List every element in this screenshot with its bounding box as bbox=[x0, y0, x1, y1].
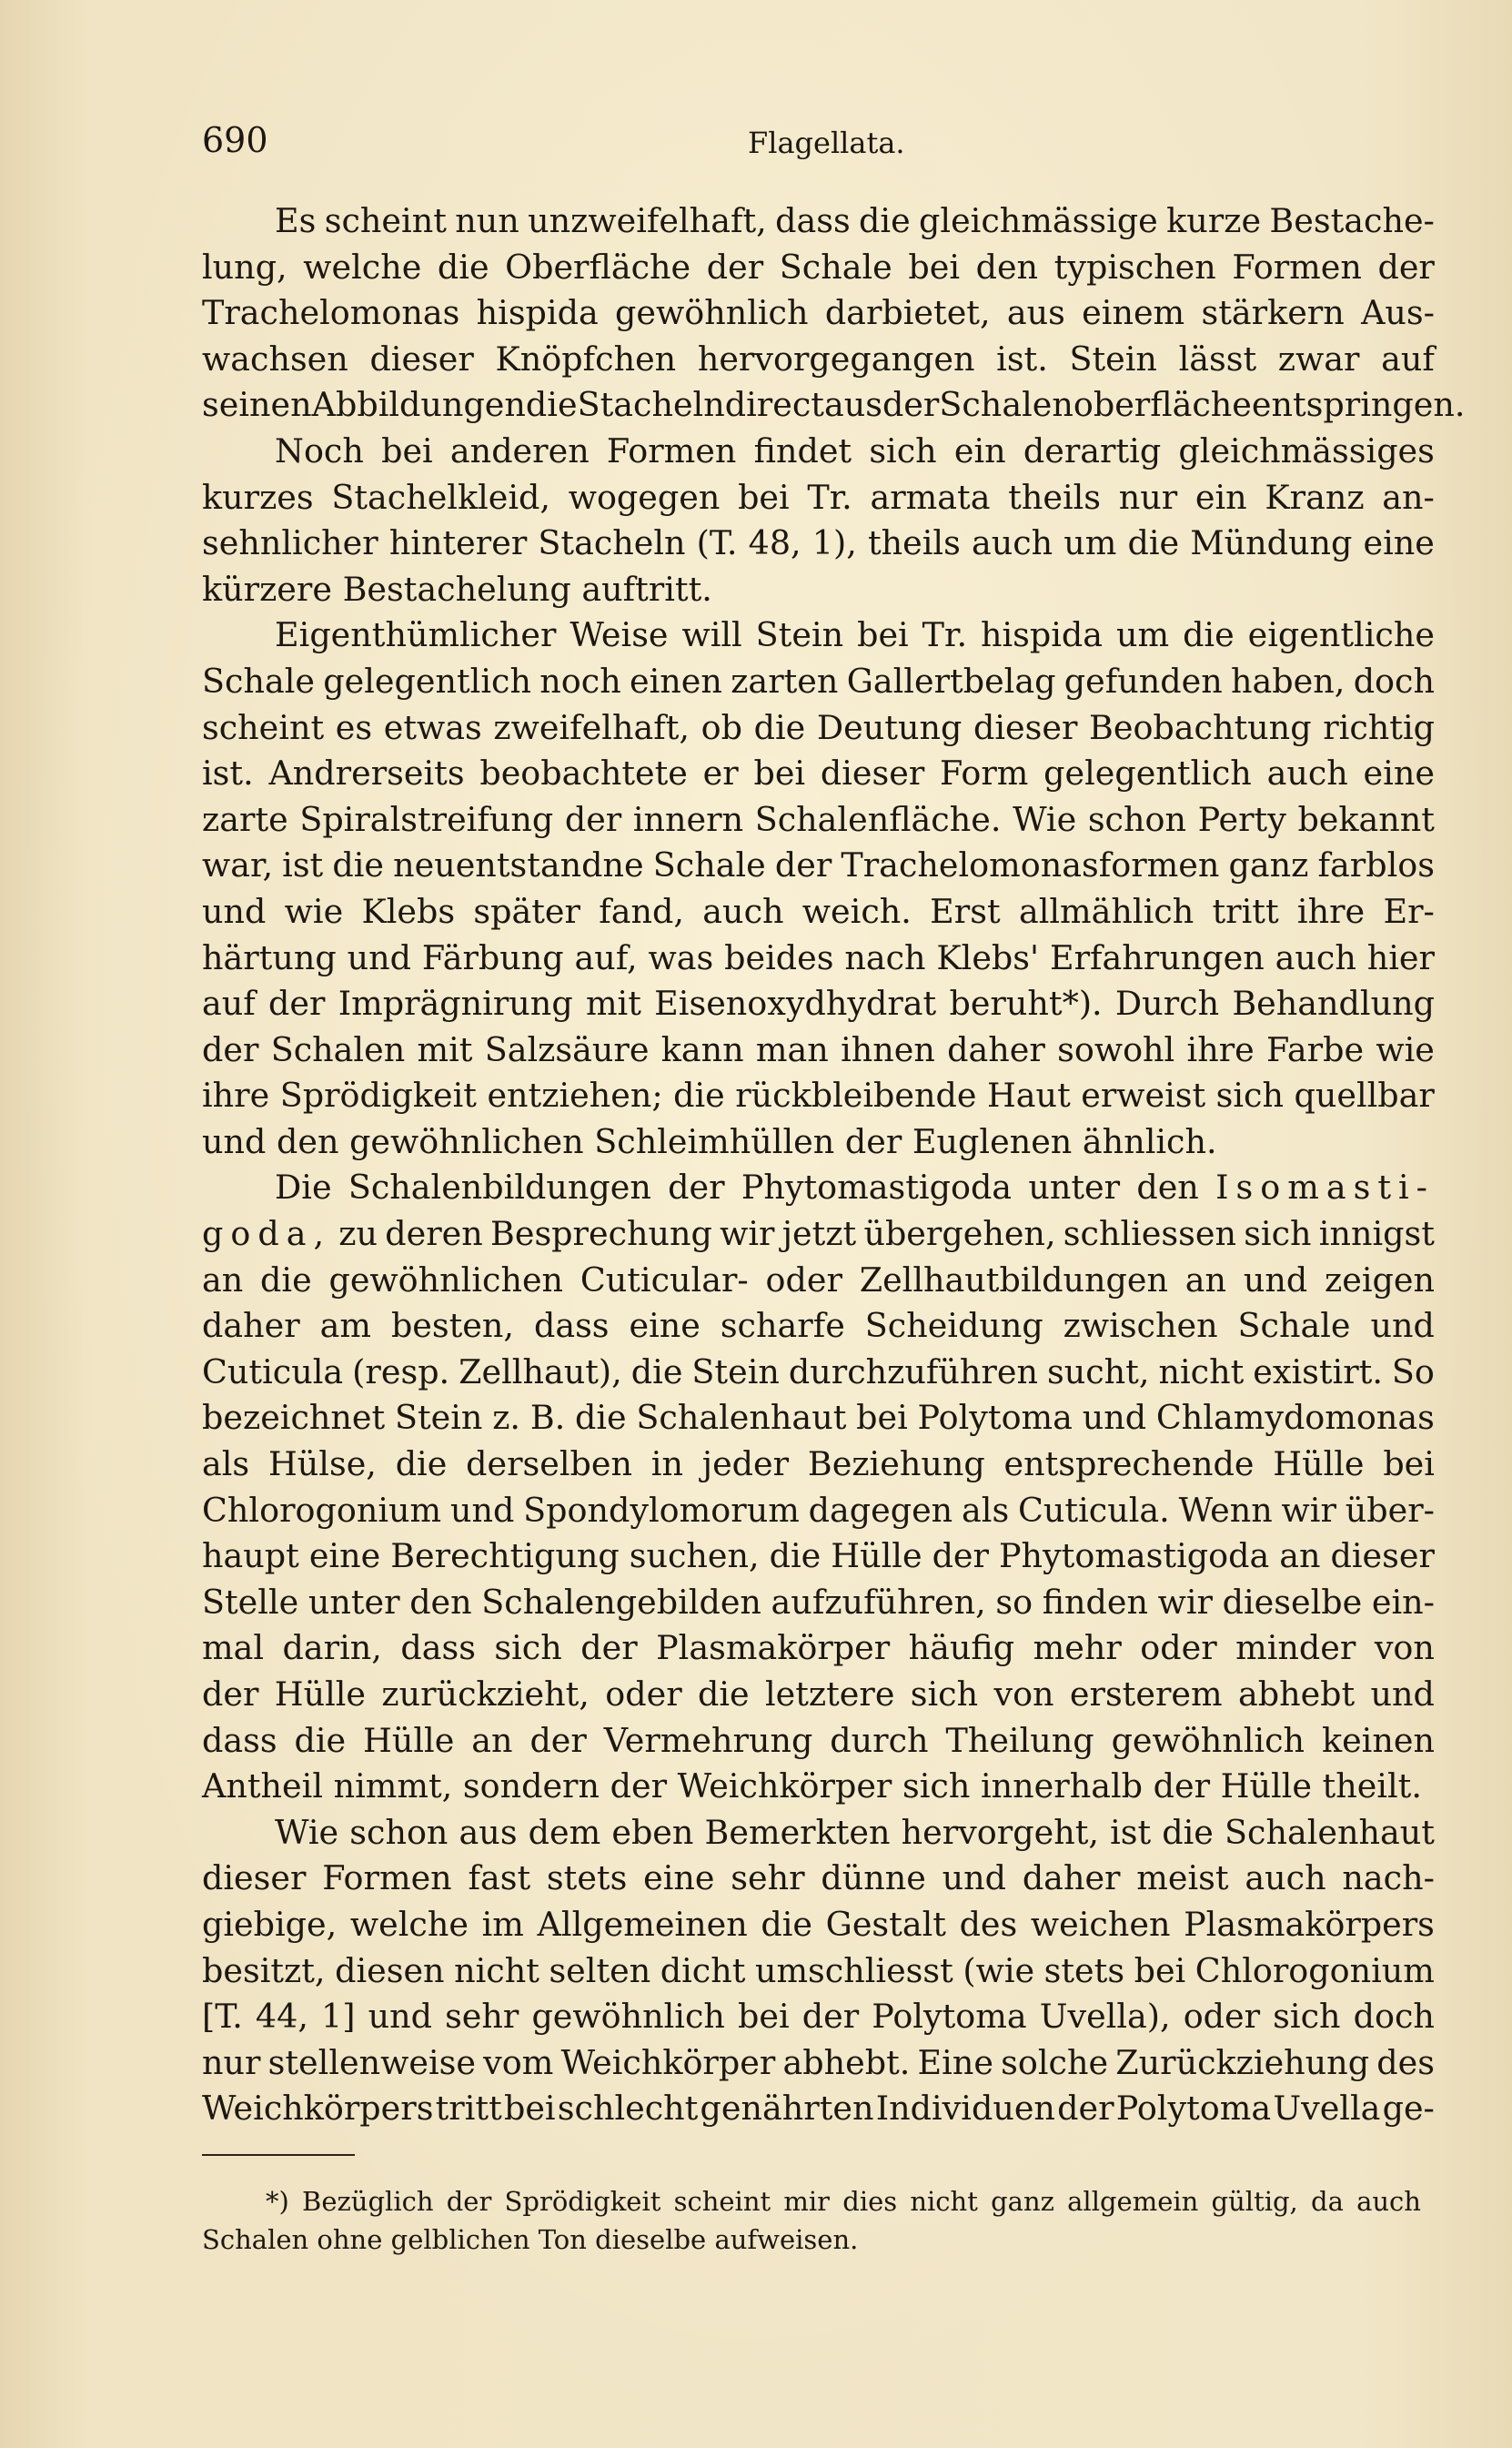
text-line: Weichkörpers tritt bei schlecht genährten Individuen der Polytoma Uvella ge- bbox=[202, 2089, 1435, 2129]
text-line: ist. Andrerseits beobachtete er bei dieser Form gelegentlich auch eine bbox=[202, 754, 1435, 794]
text-line: zarte Spiralstreifung der innern Schalenfläche. Wie schon Perty bekannt bbox=[202, 799, 1435, 839]
text-line: mal darin, dass sich der Plasmakörper häufig mehr oder minder von bbox=[202, 1628, 1435, 1668]
text-line: und wie Klebs später fand, auch weich. Erst allmählich tritt ihre Er- bbox=[202, 891, 1435, 931]
text-line: giebige, welche im Allgemeinen die Gestalt des weichen Plasmakörpers bbox=[202, 1904, 1435, 1944]
text-line: Die Schalenbildungen der Phytomastigoda unter den Isomasti- bbox=[275, 1168, 1435, 1208]
text-line: scheint es etwas zweifelhaft, ob die Deutung dieser Beobachtung richtig bbox=[202, 707, 1435, 747]
page-header bbox=[202, 120, 1421, 167]
text-line: Trachelomonas hispida gewöhnlich darbietet, aus einem stärkern Aus- bbox=[202, 293, 1435, 333]
text-line: Es scheint nun unzweifelhaft, dass die gleichmässige kurze Bestache- bbox=[275, 201, 1435, 240]
text-line: der Schalen mit Salzsäure kann man ihnen daher sowohl ihre Farbe wie bbox=[202, 1029, 1435, 1069]
text-line: Stelle unter den Schalengebilden aufzuführen, so finden wir dieselbe ein- bbox=[202, 1582, 1435, 1622]
text-line: dieser Formen fast stets eine sehr dünne und daher meist auch nach- bbox=[202, 1858, 1435, 1898]
text-line: dass die Hülle an der Vermehrung durch Theilung gewöhnlich keinen bbox=[202, 1720, 1435, 1760]
text-line: daher am besten, dass eine scharfe Scheidung zwischen Schale und bbox=[202, 1306, 1435, 1346]
text-line: als Hülse, die derselben in jeder Beziehung entsprechende Hülle bei bbox=[202, 1444, 1435, 1484]
footnote-divider bbox=[202, 2154, 355, 2156]
text-line: auf der Imprägnirung mit Eisenoxydhydrat beruht*). Durch Behandlung bbox=[202, 984, 1435, 1024]
text-line: Antheil nimmt, sondern der Weichkörper sich innerhalb der Hülle theilt. bbox=[202, 1766, 1422, 1806]
footnote bbox=[202, 2182, 1421, 2259]
text-line: lung, welche die Oberfläche der Schale bei den typischen Formen der bbox=[202, 247, 1435, 287]
text-line: goda, zu deren Besprechung wir jetzt übergehen, schliessen sich innigst bbox=[202, 1214, 1435, 1254]
footnote-line: Schalen ohne gelblichen Ton dieselbe aufweisen. bbox=[202, 2224, 859, 2255]
text-line: der Hülle zurückzieht, oder die letztere sich von ersterem abhebt und bbox=[202, 1674, 1435, 1714]
text-line: wachsen dieser Knöpfchen hervorgegangen ist. Stein lässt zwar auf bbox=[202, 339, 1435, 379]
text-line: Eigenthümlicher Weise will Stein bei Tr. hispida um die eigentliche bbox=[275, 615, 1435, 655]
text-line: seinen Abbildungen die Stacheln direct aus der Schalenoberfläche entspringen. bbox=[202, 385, 1466, 425]
text-line: härtung und Färbung auf, was beides nach Klebs' Erfahrungen auch hier bbox=[202, 937, 1435, 977]
text-line: Schale gelegentlich noch einen zarten Gallertbelag gefunden haben, doch bbox=[202, 661, 1435, 701]
text-line: kurzes Stachelkleid, wogegen bei Tr. armata theils nur ein Kranz an- bbox=[202, 477, 1435, 517]
page-number: 690 bbox=[202, 120, 268, 160]
text-line: haupt eine Berechtigung suchen, die Hülle der Phytomastigoda an dieser bbox=[202, 1536, 1435, 1576]
text-line: an die gewöhnlichen Cuticular- oder Zellhautbildungen an und zeigen bbox=[202, 1259, 1435, 1300]
text-line: sehnlicher hinterer Stacheln (T. 48, 1), theils auch um die Mündung eine bbox=[202, 523, 1435, 563]
text-line: nur stellenweise vom Weichkörper abhebt. Eine solche Zurückziehung des bbox=[202, 2042, 1435, 2082]
footnote-line: *) Bezüglich der Sprödigkeit scheint mir dies nicht ganz allgemein gültig, da auch bbox=[266, 2186, 1421, 2217]
text-line: [T. 44, 1] und sehr gewöhnlich bei der Polytoma Uvella), oder sich doch bbox=[202, 1997, 1435, 2037]
text-line: und den gewöhnlichen Schleimhüllen der Euglenen ähnlich. bbox=[202, 1121, 1217, 1161]
text-line: ihre Sprödigkeit entziehen; die rückbleibende Haut erweist sich quellbar bbox=[202, 1076, 1435, 1116]
running-title: Flagellata. bbox=[748, 126, 905, 160]
text-line: Wie schon aus dem eben Bemerkten hervorgeht, ist die Schalenhaut bbox=[275, 1812, 1435, 1852]
text-line: kürzere Bestachelung auftritt. bbox=[202, 569, 712, 609]
text-line: Chlorogonium und Spondylomorum dagegen als Cuticula. Wenn wir über- bbox=[202, 1490, 1435, 1530]
text-line: war, ist die neuentstandne Schale der Trachelomonasformen ganz farblos bbox=[202, 845, 1435, 885]
body-text bbox=[202, 198, 1466, 2132]
text-line: Noch bei anderen Formen findet sich ein derartig gleichmässiges bbox=[275, 430, 1435, 470]
text-line: bezeichnet Stein z. B. die Schalenhaut bei Polytoma und Chlamydomonas bbox=[202, 1398, 1435, 1438]
text-line: Cuticula (resp. Zellhaut), die Stein durchzuführen sucht, nicht existirt. So bbox=[202, 1351, 1435, 1391]
text-line: besitzt, diesen nicht selten dicht umschliesst (wie stets bei Chlorogonium bbox=[202, 1950, 1435, 1990]
